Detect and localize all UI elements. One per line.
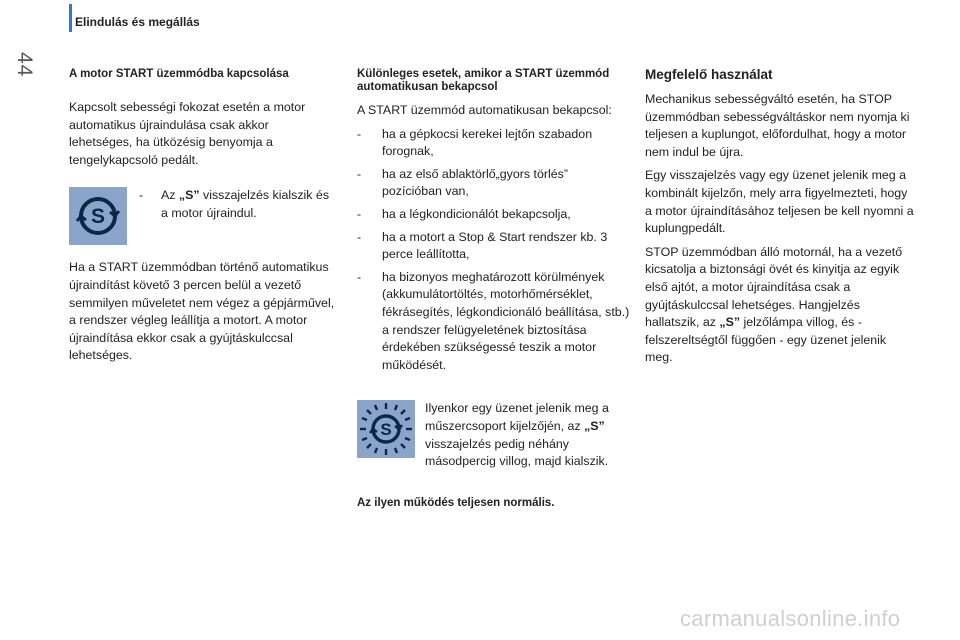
- bullet-dash: -: [357, 126, 362, 141]
- proper-use-paragraph-3: [645, 244, 915, 367]
- start-mode-paragraph-2: Ha a START üzemmódban történő automatikus újraindítást követő 3 percen belül a vezető semmilyen műveletet nem végez a gépjárművel, a rendszer végleg leállítja a motort. A motor újraindítása ekkor csak a gyújtáskulccsal lehetséges.: [69, 260, 335, 363]
- start-mode-paragraph-1: Kapcsolt sebességi fokozat esetén a motor automatikus újraindulása csak akkor lehetséges, ha ütközésig benyomja a tengelykapcsoló pedált.: [69, 100, 306, 167]
- bullet-dash: -: [357, 166, 362, 181]
- s-flashing-row: [357, 400, 631, 470]
- bullet-dash: -: [357, 229, 362, 244]
- bullet-dash: -: [139, 188, 144, 203]
- list-item-text: ha a motort a Stop & Start rendszer kb. 3 perce leállította,: [382, 229, 608, 262]
- s-indicator-row: [69, 187, 335, 245]
- svg-text:S: S: [90, 205, 106, 229]
- stop-start-s-flashing-icon: [357, 400, 415, 458]
- special-cases-heading: Különleges esetek, amikor a START üzemmód automatikusan bekapcsol: [357, 68, 610, 93]
- s-flashing-pre: Ilyenkor egy üzenet jelenik meg a műszercsoport kijelzőjén, az: [425, 401, 609, 433]
- list-item-text: ha a gépkocsi kerekei lejtőn szabadon forognak,: [382, 126, 593, 159]
- list-item: [357, 126, 631, 161]
- list-item: [357, 229, 631, 264]
- start-mode-heading: A motor START üzemmódba kapcsolása: [69, 68, 289, 80]
- svg-text:S: S: [380, 420, 392, 440]
- bullet-dash: -: [357, 206, 362, 221]
- column-start-mode: [69, 64, 335, 365]
- s-indicator-bold: „S”: [178, 188, 200, 203]
- list-item: [357, 206, 631, 224]
- proper-use-p3-pre: STOP üzemmódban álló motornál, ha a vezető kicsatolja a biztonsági övét és kinyitja az egyik első ajtót, a motor újraindítása csak a gyújtáskulccsal lehetséges. Hangjelzés hallatszik, az: [645, 244, 903, 330]
- section-title: Elindulás és megállás: [75, 15, 200, 29]
- special-cases-list: [357, 126, 631, 375]
- proper-use-heading: Megfelelő használat: [645, 67, 773, 82]
- stop-start-s-icon: [69, 187, 127, 245]
- bullet-dash: -: [357, 269, 362, 284]
- s-indicator-pre: Az: [161, 188, 179, 203]
- list-item: [357, 166, 631, 201]
- list-item-text: ha az első ablaktörlő„gyors törlés” pozícióban van,: [382, 166, 568, 199]
- column-proper-use: [645, 64, 915, 367]
- proper-use-p3-post: jelzőlámpa villog, és - felszereltségtől függően - egy üzenet jelenik meg.: [645, 315, 887, 365]
- page-number: 44: [13, 52, 36, 78]
- s-flashing-post: visszajelzés pedig néhány másodpercig villog, majd kialszik.: [425, 436, 609, 469]
- header-accent-bar: [69, 4, 72, 32]
- proper-use-paragraph-2: Egy visszajelzés vagy egy üzenet jelenik meg a kombinált kijelzőn, mely arra figyelmezteti, hogy a motor újraindításához teljesen be kell nyomni a kuplungpedált.: [645, 168, 914, 236]
- list-item-text: ha a légkondicionálót bekapcsolja,: [382, 206, 571, 221]
- list-item: [357, 269, 631, 375]
- list-item-text: ha bizonyos meghatározott körülmények (akkumulátortöltés, motorhőmérséklet, fékrásegítés, légkondicionáló beállítása, stb.) a rendszer felügyeletének biztosítása érdekében szükségessé teszik a motor működését.: [382, 269, 630, 372]
- proper-use-paragraph-1: Mechanikus sebességváltó esetén, ha STOP üzemmódban sebességváltáskor nem nyomja ki teljesen a kuplungot, előfordulhat, hogy a motor nem indul be újra.: [645, 92, 910, 159]
- s-indicator-sentence: [161, 187, 329, 245]
- s-flashing-text: [425, 400, 631, 470]
- special-cases-intro: A START üzemmód automatikusan bekapcsol:: [357, 103, 612, 117]
- normal-operation-note: Az ilyen működés teljesen normális.: [357, 496, 555, 509]
- s-flashing-bold: „S”: [584, 418, 605, 433]
- s-indicator-post: visszajelzés kialszik és a motor újraindul.: [161, 188, 330, 220]
- proper-use-p3-bold: „S”: [719, 315, 741, 330]
- watermark: carmanualsonline.info: [680, 606, 901, 631]
- column-special-cases: [357, 64, 631, 512]
- s-indicator-text: [139, 187, 329, 245]
